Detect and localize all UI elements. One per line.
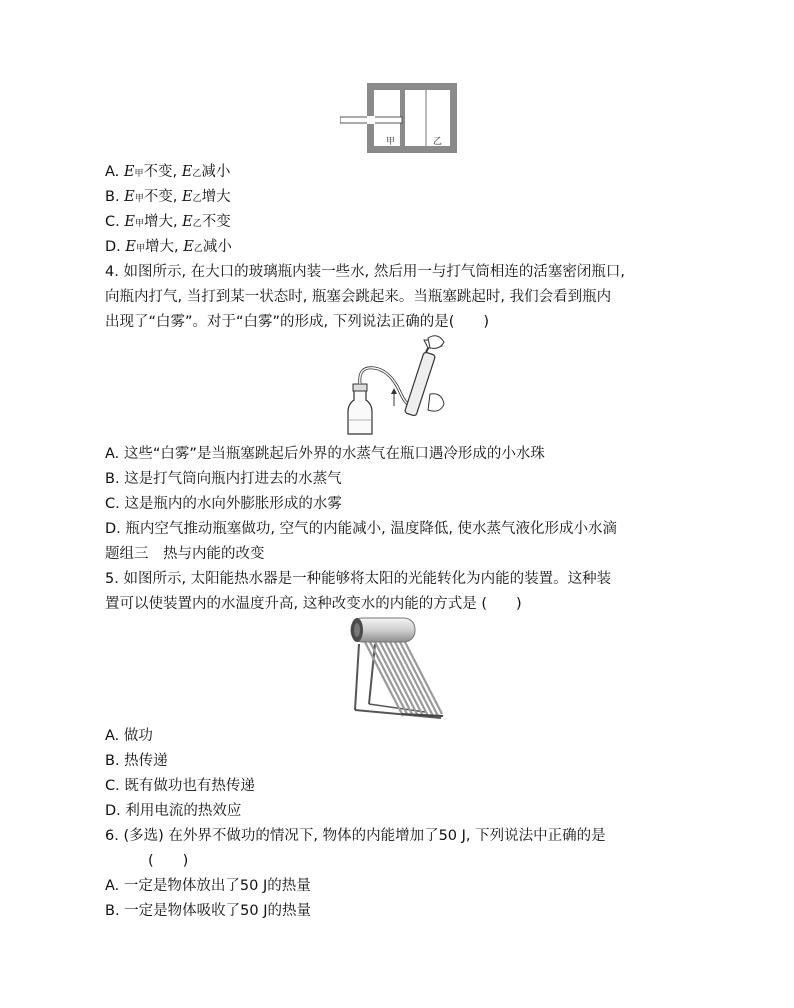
label-jia: 甲 [386,137,396,147]
q4-stem-line-3: 出现了“白雾”。对于“白雾”的形成, 下列说法正确的是( ) [105,314,490,330]
q3-option-a: A. E甲不变, E乙减小 [105,164,231,180]
q4-option-a: A. 这些“白雾”是当瓶塞跳起后外界的水蒸气在瓶口遇冷形成的小水珠 [105,446,545,462]
q5-stem-line-1: 5. 如图所示, 太阳能热水器是一种能够将太阳的光能转化为内能的装置。这种装 [105,571,612,587]
q3-option-c: C. E甲增大, E乙不变 [105,214,231,230]
q6-answer-bracket: ( ) [148,853,189,869]
q3-option-b: B. E甲不变, E乙增大 [105,189,231,205]
q6-stem-line-1: 6. (多选) 在外界不做功的情况下, 物体的内能增加了50 J, 下列说法中正确的是 [105,828,606,844]
q6-option-a: A. 一定是物体放出了50 J的热量 [105,878,311,894]
q4-option-c: C. 这是瓶内的水向外膨胀形成的水雾 [105,496,342,512]
figure-bottle-pump [344,334,456,436]
q5-option-d: D. 利用电流的热效应 [105,803,242,819]
q5-option-a: A. 做功 [105,728,153,744]
q4-option-b: B. 这是打气筒向瓶内打进去的水蒸气 [105,471,342,487]
q3-option-d: D. E甲增大, E乙减小 [105,239,232,255]
q5-stem-line-2: 置可以使装置内的水温度升高, 这种改变水的内能的方式是 ( ) [105,596,522,612]
q5-option-c: C. 既有做功也有热传递 [105,778,255,794]
q5-option-b: B. 热传递 [105,753,168,769]
q6-option-b: B. 一定是物体吸收了50 J的热量 [105,903,312,919]
q4-stem-line-1: 4. 如图所示, 在大口的玻璃瓶内装一些水, 然后用一与打气筒相连的活塞密闭瓶口, [105,264,625,280]
figure-piston-chamber [340,82,458,154]
q4-option-d: D. 瓶内空气推动瓶塞做功, 空气的内能减小, 温度降低, 使水蒸气液化形成小水滴 [105,521,618,537]
section-title: 题组三 热与内能的改变 [105,546,265,562]
q4-stem-line-2: 向瓶内打气, 当打到某一状态时, 瓶塞会跳起来。当瓶塞跳起时, 我们会看到瓶内 [105,289,612,305]
figure-solar-water-heater [345,614,449,722]
label-yi: 乙 [433,137,443,147]
